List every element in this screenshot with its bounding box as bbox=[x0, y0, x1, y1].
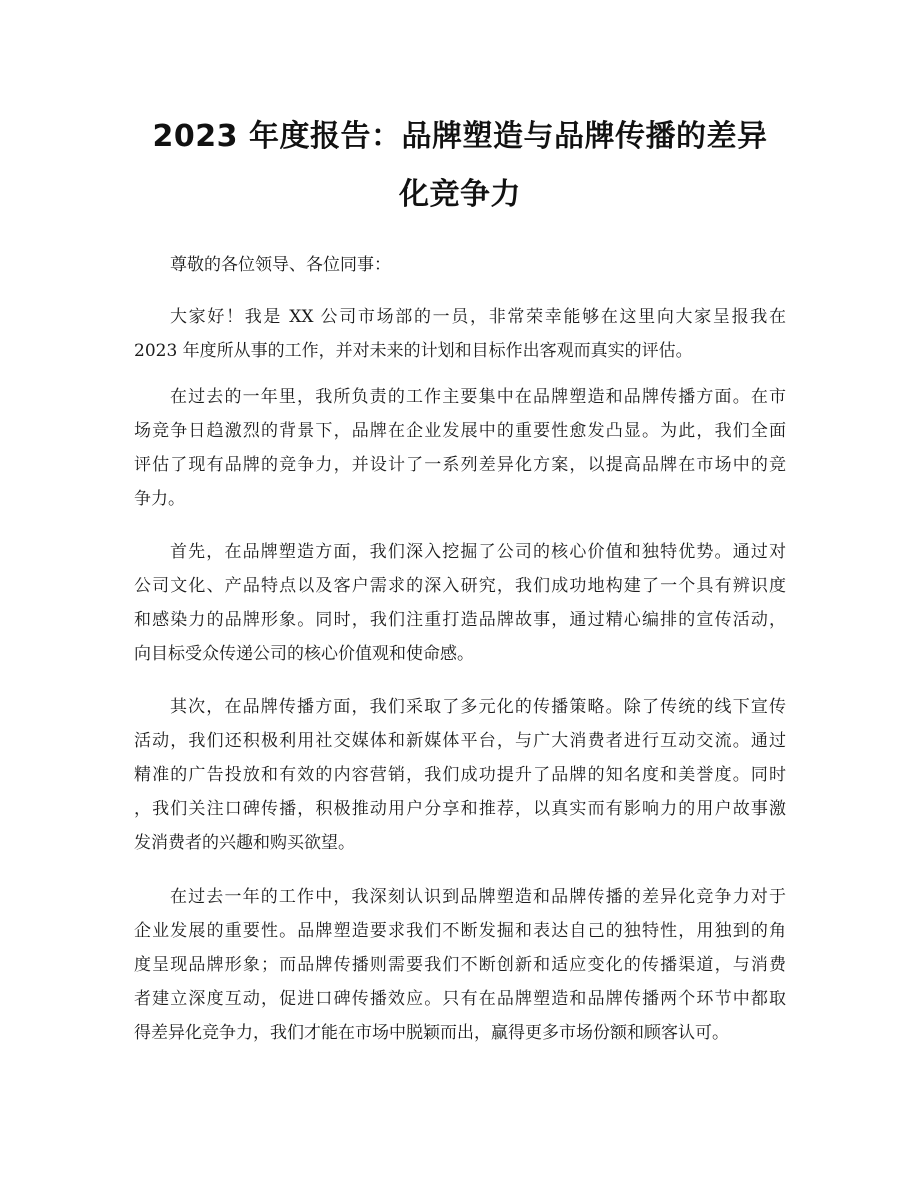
document-title bbox=[118, 108, 802, 224]
paragraph-line: 度呈现品牌形象；而品牌传播则需要我们不断创新和适应变化的传播渠道，与消费 bbox=[134, 955, 786, 975]
paragraph-line: ，我们关注口碑传播，积极推动用户分享和推荐，以真实而有影响力的用户故事激 bbox=[134, 799, 786, 819]
paragraph-line: 向目标受众传递公司的核心价值观和使命感。 bbox=[134, 644, 474, 664]
salutation: 尊敬的各位领导、各位同事： bbox=[170, 255, 391, 275]
paragraph-line: 在过去一年的工作中，我深刻认识到品牌塑造和品牌传播的差异化竞争力对于 bbox=[170, 887, 786, 907]
paragraph-2 bbox=[134, 380, 786, 516]
paragraph-line: 精准的广告投放和有效的内容营销，我们成功提升了品牌的知名度和美誉度。同时 bbox=[134, 765, 786, 785]
paragraph-line: 者建立深度互动，促进口碑传播效应。只有在品牌塑造和品牌传播两个环节中都取 bbox=[134, 989, 786, 1009]
paragraph-line: 其次，在品牌传播方面，我们采取了多元化的传播策略。除了传统的线下宣传 bbox=[170, 697, 786, 717]
paragraph-line: 活动，我们还积极利用社交媒体和新媒体平台，与广大消费者进行互动交流。通过 bbox=[134, 731, 786, 751]
title-line-1: 2023 年度报告：品牌塑造与品牌传播的差异 bbox=[152, 119, 768, 154]
paragraph-line: 发消费者的兴趣和购买欲望。 bbox=[134, 833, 355, 853]
paragraph-1 bbox=[134, 300, 786, 368]
paragraph-line: 场竞争日趋激烈的背景下，品牌在企业发展中的重要性愈发凸显。为此，我们全面 bbox=[134, 421, 786, 441]
paragraph-line: 2023 年度所从事的工作，并对未来的计划和目标作出客观而真实的评估。 bbox=[134, 341, 693, 361]
paragraph-5 bbox=[134, 880, 786, 1050]
paragraph-line: 大家好！我是 XX 公司市场部的一员，非常荣幸能够在这里向大家呈报我在 bbox=[170, 307, 786, 327]
paragraph-line: 企业发展的重要性。品牌塑造要求我们不断发掘和表达自己的独特性，用独到的角 bbox=[134, 921, 786, 941]
paragraph-line: 在过去的一年里，我所负责的工作主要集中在品牌塑造和品牌传播方面。在市 bbox=[170, 387, 786, 407]
paragraph-line: 和感染力的品牌形象。同时，我们注重打造品牌故事，通过精心编排的宣传活动， bbox=[134, 610, 786, 630]
paragraph-3 bbox=[134, 535, 786, 671]
paragraph-line: 评估了现有品牌的竞争力，并设计了一系列差异化方案，以提高品牌在市场中的竞 bbox=[134, 455, 786, 475]
title-line-2: 化竞争力 bbox=[399, 177, 521, 212]
paragraph-line: 得差异化竞争力，我们才能在市场中脱颖而出，赢得更多市场份额和顾客认可。 bbox=[134, 1023, 729, 1043]
paragraph-line: 公司文化、产品特点以及客户需求的深入研究，我们成功地构建了一个具有辨识度 bbox=[134, 576, 786, 596]
paragraph-line: 首先，在品牌塑造方面，我们深入挖掘了公司的核心价值和独特优势。通过对 bbox=[170, 542, 786, 562]
paragraph-line: 争力。 bbox=[134, 489, 185, 509]
paragraph-4 bbox=[134, 690, 786, 860]
